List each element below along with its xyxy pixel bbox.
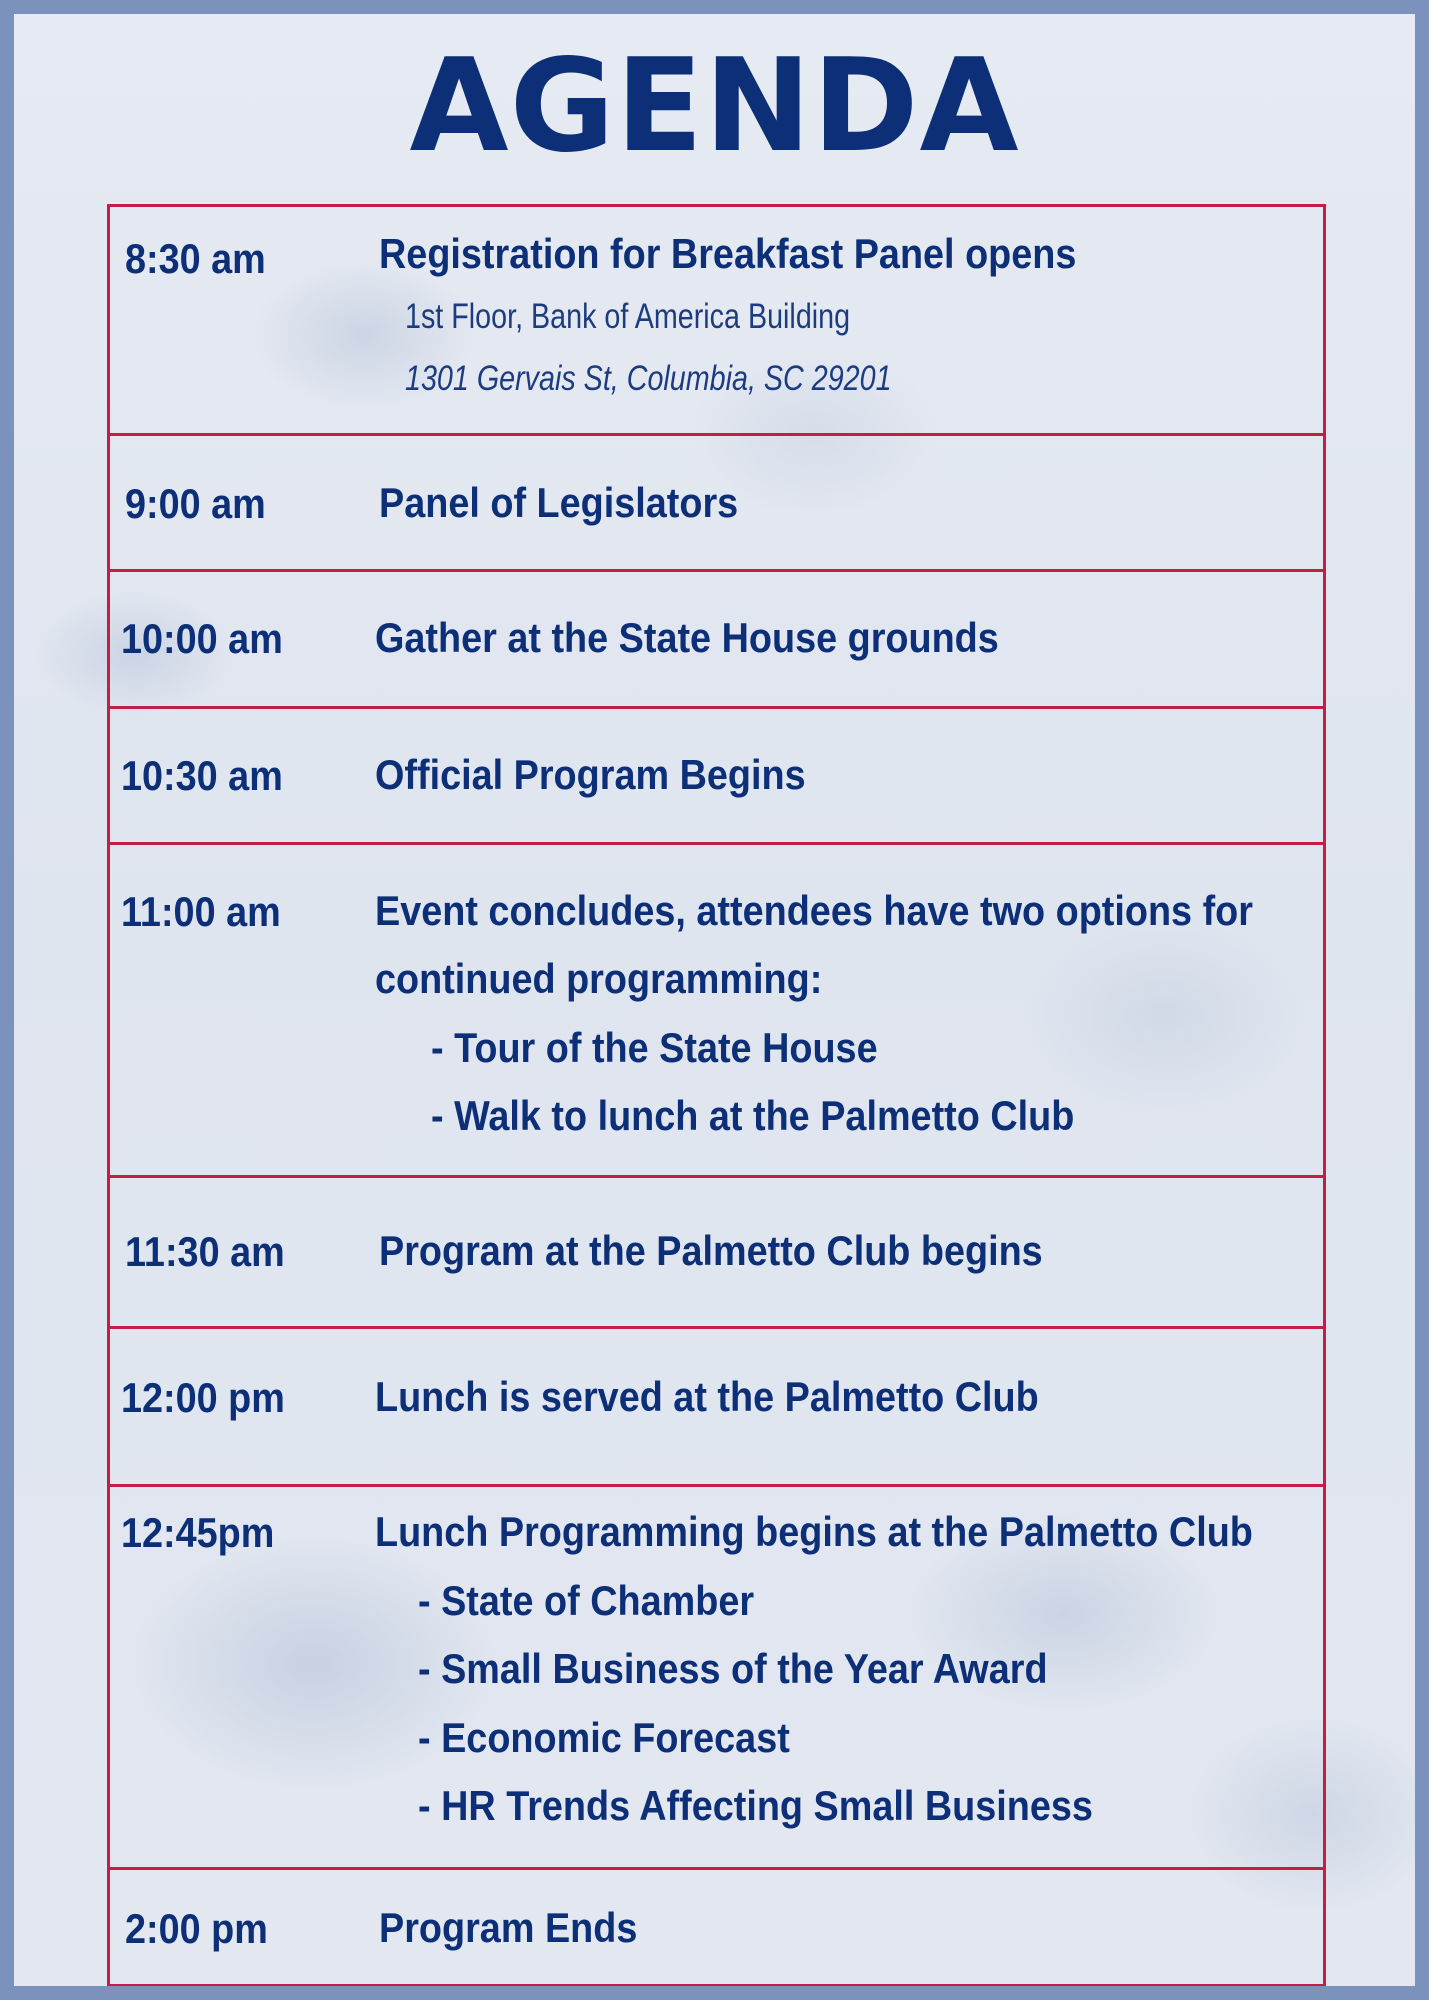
agenda-event: Lunch is served at the Palmetto Club bbox=[375, 1373, 1039, 1420]
agenda-row bbox=[107, 1487, 1326, 1870]
event-address: 1301 Gervais St, Columbia, SC 29201 bbox=[405, 359, 892, 398]
agenda-event: Lunch Programming begins at the Palmetto Club bbox=[375, 1508, 1253, 1555]
agenda-time: 10:30 am bbox=[121, 752, 283, 799]
agenda-time: 11:30 am bbox=[125, 1228, 285, 1275]
program-item: - State of Chamber bbox=[418, 1577, 755, 1624]
agenda-row bbox=[107, 1329, 1326, 1487]
agenda-table bbox=[107, 204, 1326, 1986]
option-item: - Tour of the State House bbox=[431, 1024, 878, 1071]
agenda-time: 10:00 am bbox=[121, 615, 283, 662]
agenda-row bbox=[107, 1870, 1326, 1986]
agenda-row bbox=[107, 572, 1326, 709]
agenda-time: 2:00 pm bbox=[125, 1905, 268, 1952]
agenda-time: 9:00 am bbox=[125, 480, 266, 527]
agenda-row bbox=[107, 1178, 1326, 1329]
agenda-time: 11:00 am bbox=[121, 888, 281, 935]
agenda-event: Gather at the State House grounds bbox=[375, 614, 999, 661]
agenda-time: 8:30 am bbox=[125, 235, 266, 282]
agenda-event: Event concludes, attendees have two options for bbox=[375, 887, 1253, 934]
program-item: - HR Trends Affecting Small Business bbox=[418, 1782, 1093, 1829]
agenda-event: Program at the Palmetto Club begins bbox=[379, 1227, 1043, 1274]
program-item: - Economic Forecast bbox=[418, 1714, 790, 1761]
agenda-row bbox=[107, 709, 1326, 845]
agenda-time: 12:00 pm bbox=[121, 1374, 285, 1421]
program-item: - Small Business of the Year Award bbox=[418, 1645, 1048, 1692]
agenda-event-continued: continued programming: bbox=[375, 955, 823, 1002]
agenda-event: Registration for Breakfast Panel opens bbox=[379, 230, 1077, 277]
agenda-row bbox=[107, 845, 1326, 1178]
agenda-event: Official Program Begins bbox=[375, 751, 806, 798]
agenda-event: Program Ends bbox=[379, 1904, 638, 1951]
option-item: - Walk to lunch at the Palmetto Club bbox=[431, 1092, 1075, 1139]
event-location: 1st Floor, Bank of America Building bbox=[405, 297, 851, 336]
agenda-row bbox=[107, 207, 1326, 436]
agenda-page bbox=[14, 14, 1415, 1986]
agenda-row bbox=[107, 436, 1326, 572]
agenda-time: 12:45pm bbox=[121, 1509, 275, 1556]
agenda-event: Panel of Legislators bbox=[379, 479, 739, 526]
page-title: AGENDA bbox=[409, 32, 1020, 181]
